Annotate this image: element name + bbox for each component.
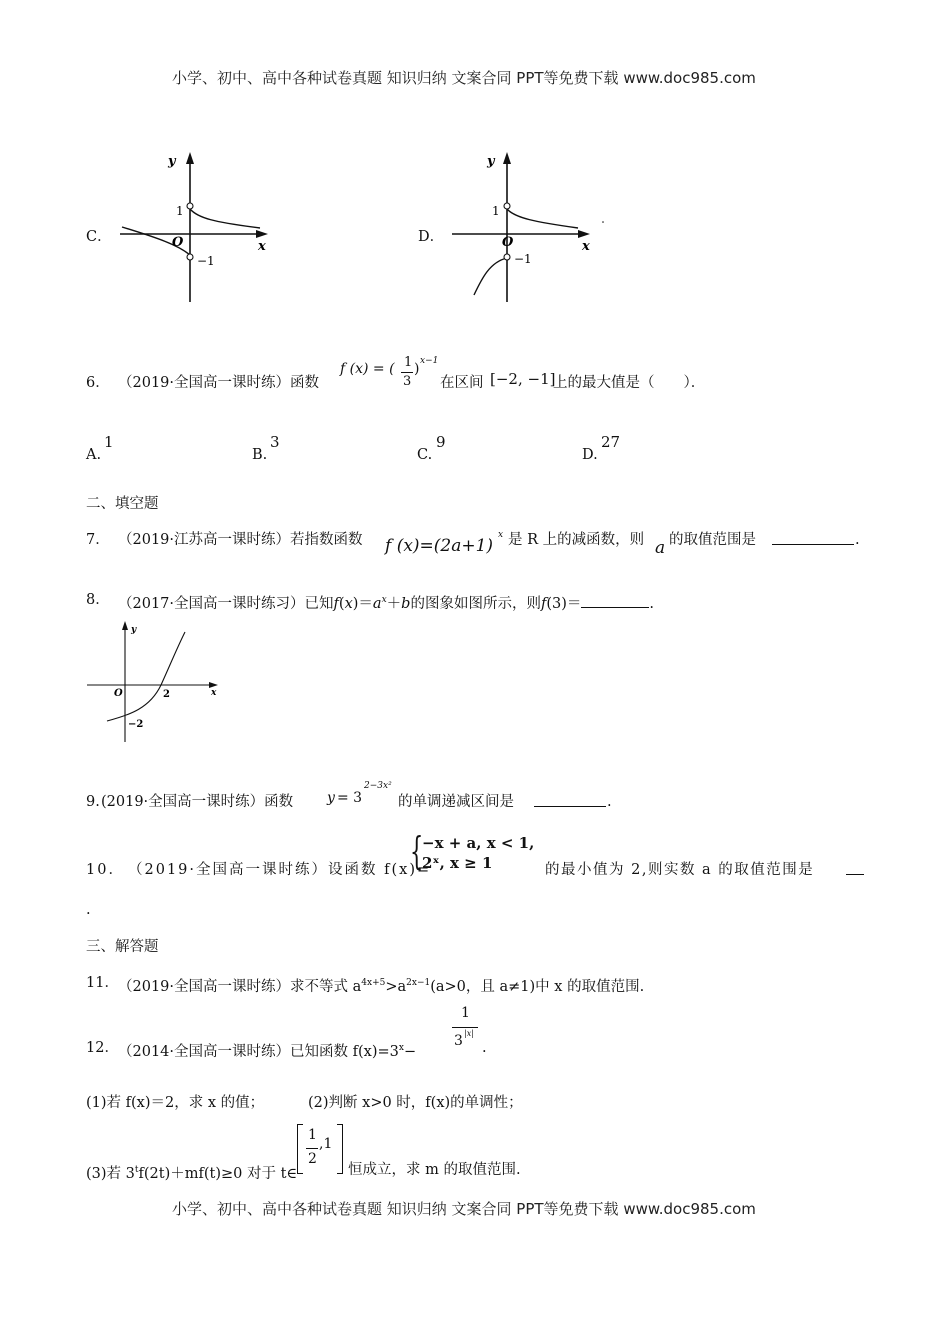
graph-q8-y: y <box>131 625 137 635</box>
q8-f: f <box>333 595 339 612</box>
q6-fraction-bar <box>401 372 413 373</box>
graph-c-y: y <box>168 154 176 169</box>
q10-case1: −x + a, x < 1, <box>422 834 535 852</box>
q8-a: a <box>372 595 382 612</box>
q12-p3-num: 1 <box>308 1127 317 1143</box>
q7-formula: f (x)=(2a+1) <box>385 536 494 556</box>
q9-number: 9. <box>86 794 100 810</box>
q11-exp2: 2x−1 <box>406 978 431 988</box>
graph-d-one: 1 <box>492 204 500 218</box>
q6-option-c-label: C. <box>417 447 433 463</box>
q10-tail: 的最小值为 2,则实数 a 的取值范围是 <box>545 862 815 878</box>
graph-q8-origin: O <box>114 688 123 699</box>
q11-number: 11． <box>86 975 119 991</box>
q10-answer-blank <box>846 860 864 875</box>
graph-c-x: x <box>258 239 266 254</box>
q6-source: （2019·全国高一课时练）函数 <box>118 375 320 391</box>
q9-period: . <box>607 794 612 810</box>
q9-exp: 2−3x² <box>364 781 392 791</box>
q12-number: 12． <box>86 1040 119 1056</box>
q9-tail: 的单调递减区间是 <box>398 794 514 810</box>
q8-b: b <box>401 595 411 612</box>
graph-d-x: x <box>582 239 590 254</box>
q9-base: = 3 <box>337 790 363 806</box>
q12-frac-den-exp: |x| <box>464 1029 474 1038</box>
q12-p3-exp: t <box>134 1165 139 1175</box>
header-banner: 小学、初中、高中各种试卷真题 知识归纳 文案合同 PPT等免费下载 www.doc985.com <box>172 69 756 87</box>
q11-lead: （2019·全国高一课时练）求不等式 a <box>118 978 362 995</box>
q12-source: （2014·全国高一课时练）已知函数 f(x)=3 <box>118 1043 399 1060</box>
graph-d-neg-one: −1 <box>514 252 532 266</box>
q10-source: （2019·全国高一课时练）设函数 f(x)= <box>128 862 432 878</box>
q9-answer-blank <box>534 792 606 807</box>
q8-paren-open: ( <box>338 595 345 612</box>
q8-text <box>118 590 654 614</box>
q7-period: . <box>855 532 860 548</box>
q11-text <box>118 973 644 997</box>
q8-source: （2017·全国高一课时练习）已知 <box>118 595 334 612</box>
graph-q8-two: 2 <box>163 689 170 700</box>
q12-left-bracket <box>297 1124 303 1174</box>
q6-formula-close: ) <box>414 361 420 377</box>
section-heading-fill-in: 二、填空题 <box>86 496 159 512</box>
graph-q8-neg-two: −2 <box>128 719 144 730</box>
q6-number: 6． <box>86 375 110 391</box>
q6-formula-exp: x−1 <box>420 356 439 366</box>
q11-gt: >a <box>385 978 407 995</box>
graph-q8-x: x <box>211 688 217 698</box>
q10-brace: { <box>410 829 424 873</box>
q6-option-b-label: B. <box>252 447 268 463</box>
q8-x: x <box>344 595 353 612</box>
q6-option-d-value: 27 <box>601 433 621 451</box>
q9-y: y <box>327 790 335 806</box>
q12-stem <box>118 1038 416 1062</box>
option-d-label: D． <box>418 229 445 245</box>
q6-option-d-label: D. <box>582 447 598 463</box>
q8-answer-blank <box>581 593 649 608</box>
graph-c-neg-one: −1 <box>197 254 215 268</box>
q12-minus: − <box>403 1043 417 1060</box>
q6-option-c-value: 9 <box>436 433 446 451</box>
q12-part2: (2)判断 x>0 时，f(x)的单调性； <box>308 1095 523 1111</box>
q7-formula-exp: x <box>498 530 504 540</box>
option-c-label: C． <box>86 229 112 245</box>
q6-formula-f: f (x) = ( <box>340 361 395 377</box>
q12-p3-bar <box>306 1148 318 1149</box>
graph-c-one: 1 <box>176 204 184 218</box>
graph-c-origin: O <box>172 235 184 250</box>
q12-p3-b: f(2t)＋mf(t)≥0 对于 t∈ <box>138 1165 298 1182</box>
graph-d-origin: O <box>502 235 514 250</box>
q6-formula-den: 3 <box>403 374 412 389</box>
q12-p3-right: ,1 <box>319 1136 333 1152</box>
q6-option-a-value: 1 <box>104 433 114 451</box>
q12-end: . <box>482 1040 487 1056</box>
q12-frac-num: 1 <box>461 1005 470 1021</box>
q8-f2: f <box>540 595 547 612</box>
q7-number: 7． <box>86 532 110 548</box>
q8-mid: 的图象如图所示，则 <box>410 595 541 612</box>
q8-number: 8． <box>86 592 110 608</box>
q6-option-a-label: A. <box>86 447 102 463</box>
q12-exp: x <box>398 1043 404 1053</box>
q12-p3-den: 2 <box>308 1151 317 1167</box>
graph-option-c <box>118 150 288 305</box>
q6-mid: 在区间 <box>440 375 484 391</box>
q6-option-b-value: 3 <box>270 433 280 451</box>
q10-number: 10． <box>86 862 125 878</box>
q12-part3-lead <box>86 1160 297 1184</box>
q9-source: (2019·全国高一课时练）函数 <box>101 794 294 810</box>
q6-formula-num: 1 <box>404 355 413 370</box>
footer-banner: 小学、初中、高中各种试卷真题 知识归纳 文案合同 PPT等免费下载 www.doc985.com <box>172 1200 756 1218</box>
q12-frac-den: 3 <box>454 1033 463 1049</box>
graph-d-y: y <box>487 154 495 169</box>
q8-exp: x <box>381 595 387 605</box>
q7-tail: 的取值范围是 <box>669 532 756 548</box>
q6-tail: 上的最大值是（ ）． <box>553 375 706 391</box>
q12-p3-a: (3)若 3 <box>86 1165 135 1182</box>
q10-case2: 2ˣ, x ≥ 1 <box>422 854 493 872</box>
section-heading-answer: 三、解答题 <box>86 939 159 955</box>
q12-frac-bar <box>452 1027 478 1028</box>
q8-plus: ＋ <box>386 595 402 612</box>
graph-option-d <box>450 150 620 305</box>
q7-mid: 是 R 上的减函数，则 <box>508 532 645 548</box>
q10-piecewise <box>410 829 540 876</box>
q6-formula <box>340 355 439 398</box>
graph-q8 <box>85 618 225 744</box>
q6-interval: [−2, −1] <box>490 370 556 388</box>
q12-p3-tail: 恒成立，求 m 的取值范围. <box>348 1162 521 1178</box>
q8-period: . <box>649 595 654 612</box>
q12-right-bracket <box>337 1124 343 1174</box>
q12-part1: (1)若 f(x)＝2，求 x 的值； <box>86 1095 265 1111</box>
q11-exp1: 4x+5 <box>361 978 386 988</box>
q12-interval <box>297 1124 345 1176</box>
q8-paren-close-eq: )＝ <box>352 595 373 612</box>
q7-answer-blank <box>772 530 854 545</box>
q11-tail: (a>0，且 a≠1)中 x 的取值范围. <box>430 978 645 995</box>
q12-fraction <box>452 1005 482 1055</box>
q7-source: （2019·江苏高一课时练）若指数函数 <box>118 532 363 548</box>
q8-f3: (3)＝ <box>546 595 582 612</box>
q7-variable: a <box>655 538 666 558</box>
q10-period: . <box>86 902 91 918</box>
